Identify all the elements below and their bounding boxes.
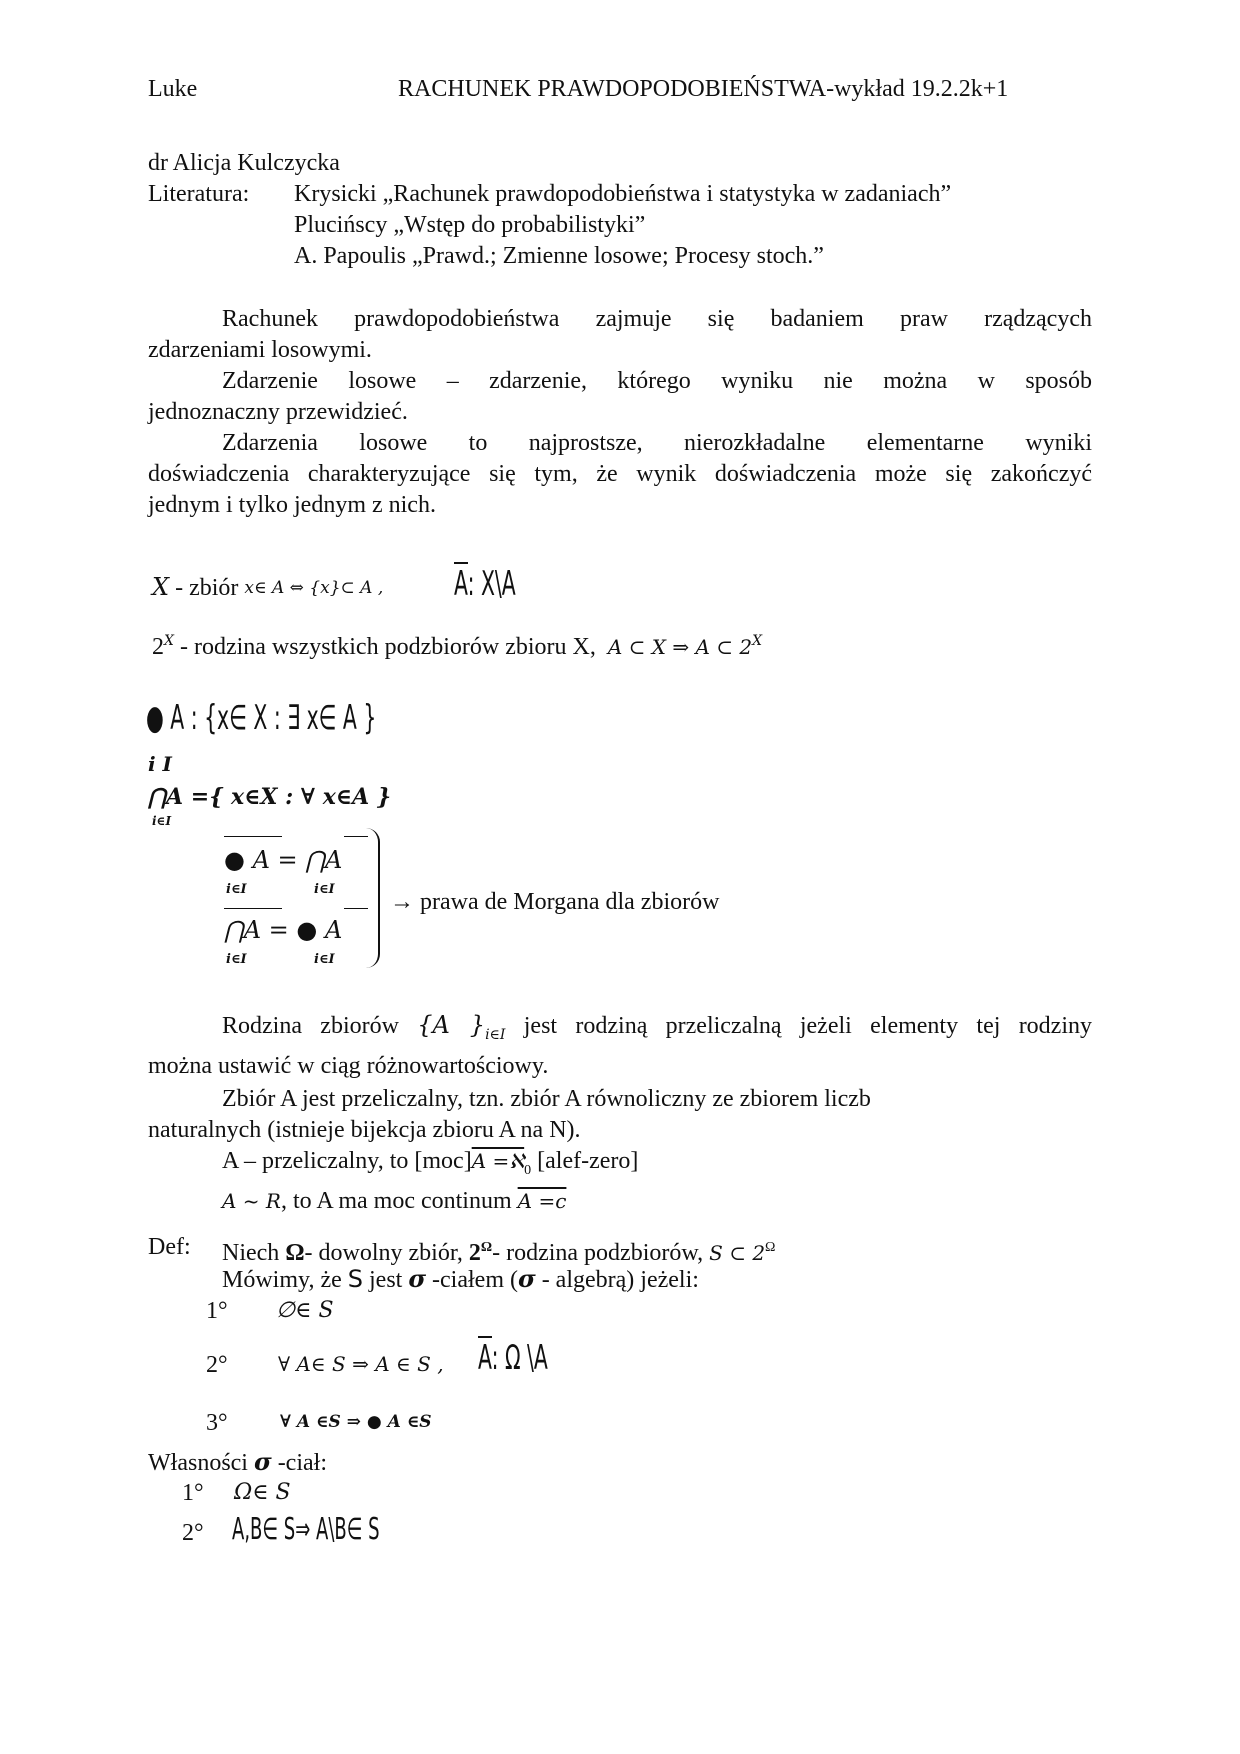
countable-line-4: naturalnych (istnieje bijekcja zbioru A na N). xyxy=(148,1116,581,1143)
book-2: Plucińscy „Wstęp do probabilistyki” xyxy=(294,212,646,238)
complement-def: A: X\A xyxy=(454,564,516,604)
countable-line-2: można ustawić w ciąg różnowartościowy. xyxy=(148,1052,549,1079)
intersection-index: i∈I xyxy=(152,814,172,828)
demorgan-label: → prawa de Morgana dla zbiorów xyxy=(390,889,720,915)
paragraph-3-line-3: jednym i tylko jednym z nich. xyxy=(148,492,436,518)
lecturer: dr Alicja Kulczycka xyxy=(148,150,340,176)
countable-line-1: Rodzina zbiorów {A }$_{i\in I}$ jest rodziną przeliczalną jeżeli elementy tej rodziny xyxy=(222,1011,1093,1043)
axiom-2-num: 2° xyxy=(206,1352,228,1378)
book-3: A. Papoulis „Prawd.; Zmienne losowe; Procesy stoch.” xyxy=(294,243,824,269)
paragraph-3-line-2: doświadczenia charakteryzujące się tym, że wynik doświadczenia może się zakończyć xyxy=(148,461,1092,487)
powerset-symbol: 2 xyxy=(152,634,164,660)
powerset-desc: - rodzina wszystkich podzbiorów zbioru X, xyxy=(173,634,596,660)
header-author: Luke xyxy=(148,76,198,102)
paragraph-2 xyxy=(148,366,1092,428)
axiom-1-num: 1° xyxy=(206,1298,228,1324)
sigma-symbol: σ xyxy=(408,1264,427,1293)
paragraph-2-line-1: Zdarzenie losowe – zdarzenie, którego wyniku nie można w sposób xyxy=(222,368,1092,394)
omega-symbol: Ω xyxy=(285,1240,305,1266)
property-2-formula: A,B∈ S⇒ A\B∈ S xyxy=(232,1512,380,1547)
def-label: Def: xyxy=(148,1234,191,1260)
countable-line-6: A ~ R, to A ma moc continum A =c xyxy=(222,1187,567,1214)
axiom-3-num: 3° xyxy=(206,1410,228,1436)
axiom-2-formula: ∀ A∈ S ⇒ A ∈ S , xyxy=(278,1352,444,1376)
union-definition: ● A : {x∈ X : ∃ x∈ A } xyxy=(146,698,377,738)
def-line-2: Mówimy, że S jest σ -ciałem (σ - algebrą) jeżeli: xyxy=(222,1264,699,1293)
paragraph-2-line-2: jednoznaczny przewidzieć. xyxy=(148,399,408,425)
demorgan-2-bar xyxy=(224,908,282,909)
def-formula: S ⊂ 2 xyxy=(709,1241,766,1265)
right-brace xyxy=(366,828,380,968)
demorgan-law-1: ● A = ⋂A xyxy=(224,846,343,874)
demorgan-1-index-left: i∈I xyxy=(226,882,247,897)
paragraph-1-line-1: Rachunek prawdopodobieństwa zajmuje się badaniem praw rządzących xyxy=(222,306,1092,332)
property-2-num: 2° xyxy=(182,1520,204,1546)
countable-line-5: A – przeliczalny, to [moc]A =ℵ$_0$ [alef-zero] xyxy=(222,1147,639,1178)
powerset-line: $2^X$ - rodzina wszystkich podzbiorów zbioru X, A ⊂ X ⇒ A ⊂ $2^X$ xyxy=(152,633,763,660)
demorgan-2-index-left: i∈I xyxy=(226,952,247,967)
axiom-3-formula: ∀ A ∈S ⇒ ● A ∈S xyxy=(280,1412,432,1432)
demorgan-1-bar-2 xyxy=(344,836,368,837)
set-x-desc: - zbiór xyxy=(169,575,245,601)
countable-paragraph xyxy=(148,1010,1092,1217)
property-1-num: 1° xyxy=(182,1480,204,1506)
book-1: Krysicki „Rachunek prawdopodobieństwa i statystyka w zadaniach” xyxy=(294,181,952,207)
paragraph-1-line-2: zdarzeniami losowymi. xyxy=(148,337,372,363)
demorgan-2-index-right: i∈I xyxy=(314,952,335,967)
family-formula: {A } xyxy=(417,1011,486,1039)
demorgan-law-2: ⋂A = ● A xyxy=(224,916,343,944)
property-1-formula: Ω∈ S xyxy=(234,1480,291,1505)
countable-line-3: Zbiór A jest przeliczalny, tzn. zbiór A równoliczny ze zbiorem liczb xyxy=(222,1085,871,1112)
continuum-formula: A =c xyxy=(517,1188,567,1213)
set-x-formula: x∈ A ⇔ {x}⊂ A , xyxy=(244,578,384,598)
demorgan-2-bar-2 xyxy=(344,908,368,909)
axiom-2-extra: A: Ω \A xyxy=(478,1338,548,1378)
literature-label: Literatura: xyxy=(148,181,250,207)
header-title: RACHUNEK PRAWDOPODOBIEŃSTWA-wykład 19.2.2k+1 xyxy=(398,76,1009,102)
properties-title: Własności σ -ciał: xyxy=(148,1447,327,1476)
set-x-line xyxy=(152,572,383,604)
aleph-formula: A =ℵ xyxy=(471,1148,525,1173)
def-line-1: Niech Ω- dowolny zbiór, $2^\Omega-$ rodzina podzbiorów, S ⊂ $2^\Omega$ xyxy=(222,1240,776,1266)
paragraph-1 xyxy=(148,304,1092,366)
set-x-symbol: X xyxy=(152,573,170,601)
index-i-in-i: i I xyxy=(148,752,172,776)
powerset-formula: A ⊂ X ⇒ A ⊂ 2 xyxy=(607,635,753,659)
demorgan-1-index-right: i∈I xyxy=(314,882,335,897)
intersection-definition: ⋂A ={ x∈X : ∀ x∈A } xyxy=(148,784,391,810)
axiom-1-formula: ∅∈ S xyxy=(276,1298,334,1323)
demorgan-1-bar xyxy=(224,836,282,837)
paragraph-3 xyxy=(148,428,1092,521)
paragraph-3-line-1: Zdarzenia losowe to najprostsze, nierozkładalne elementarne wyniki xyxy=(222,430,1092,456)
